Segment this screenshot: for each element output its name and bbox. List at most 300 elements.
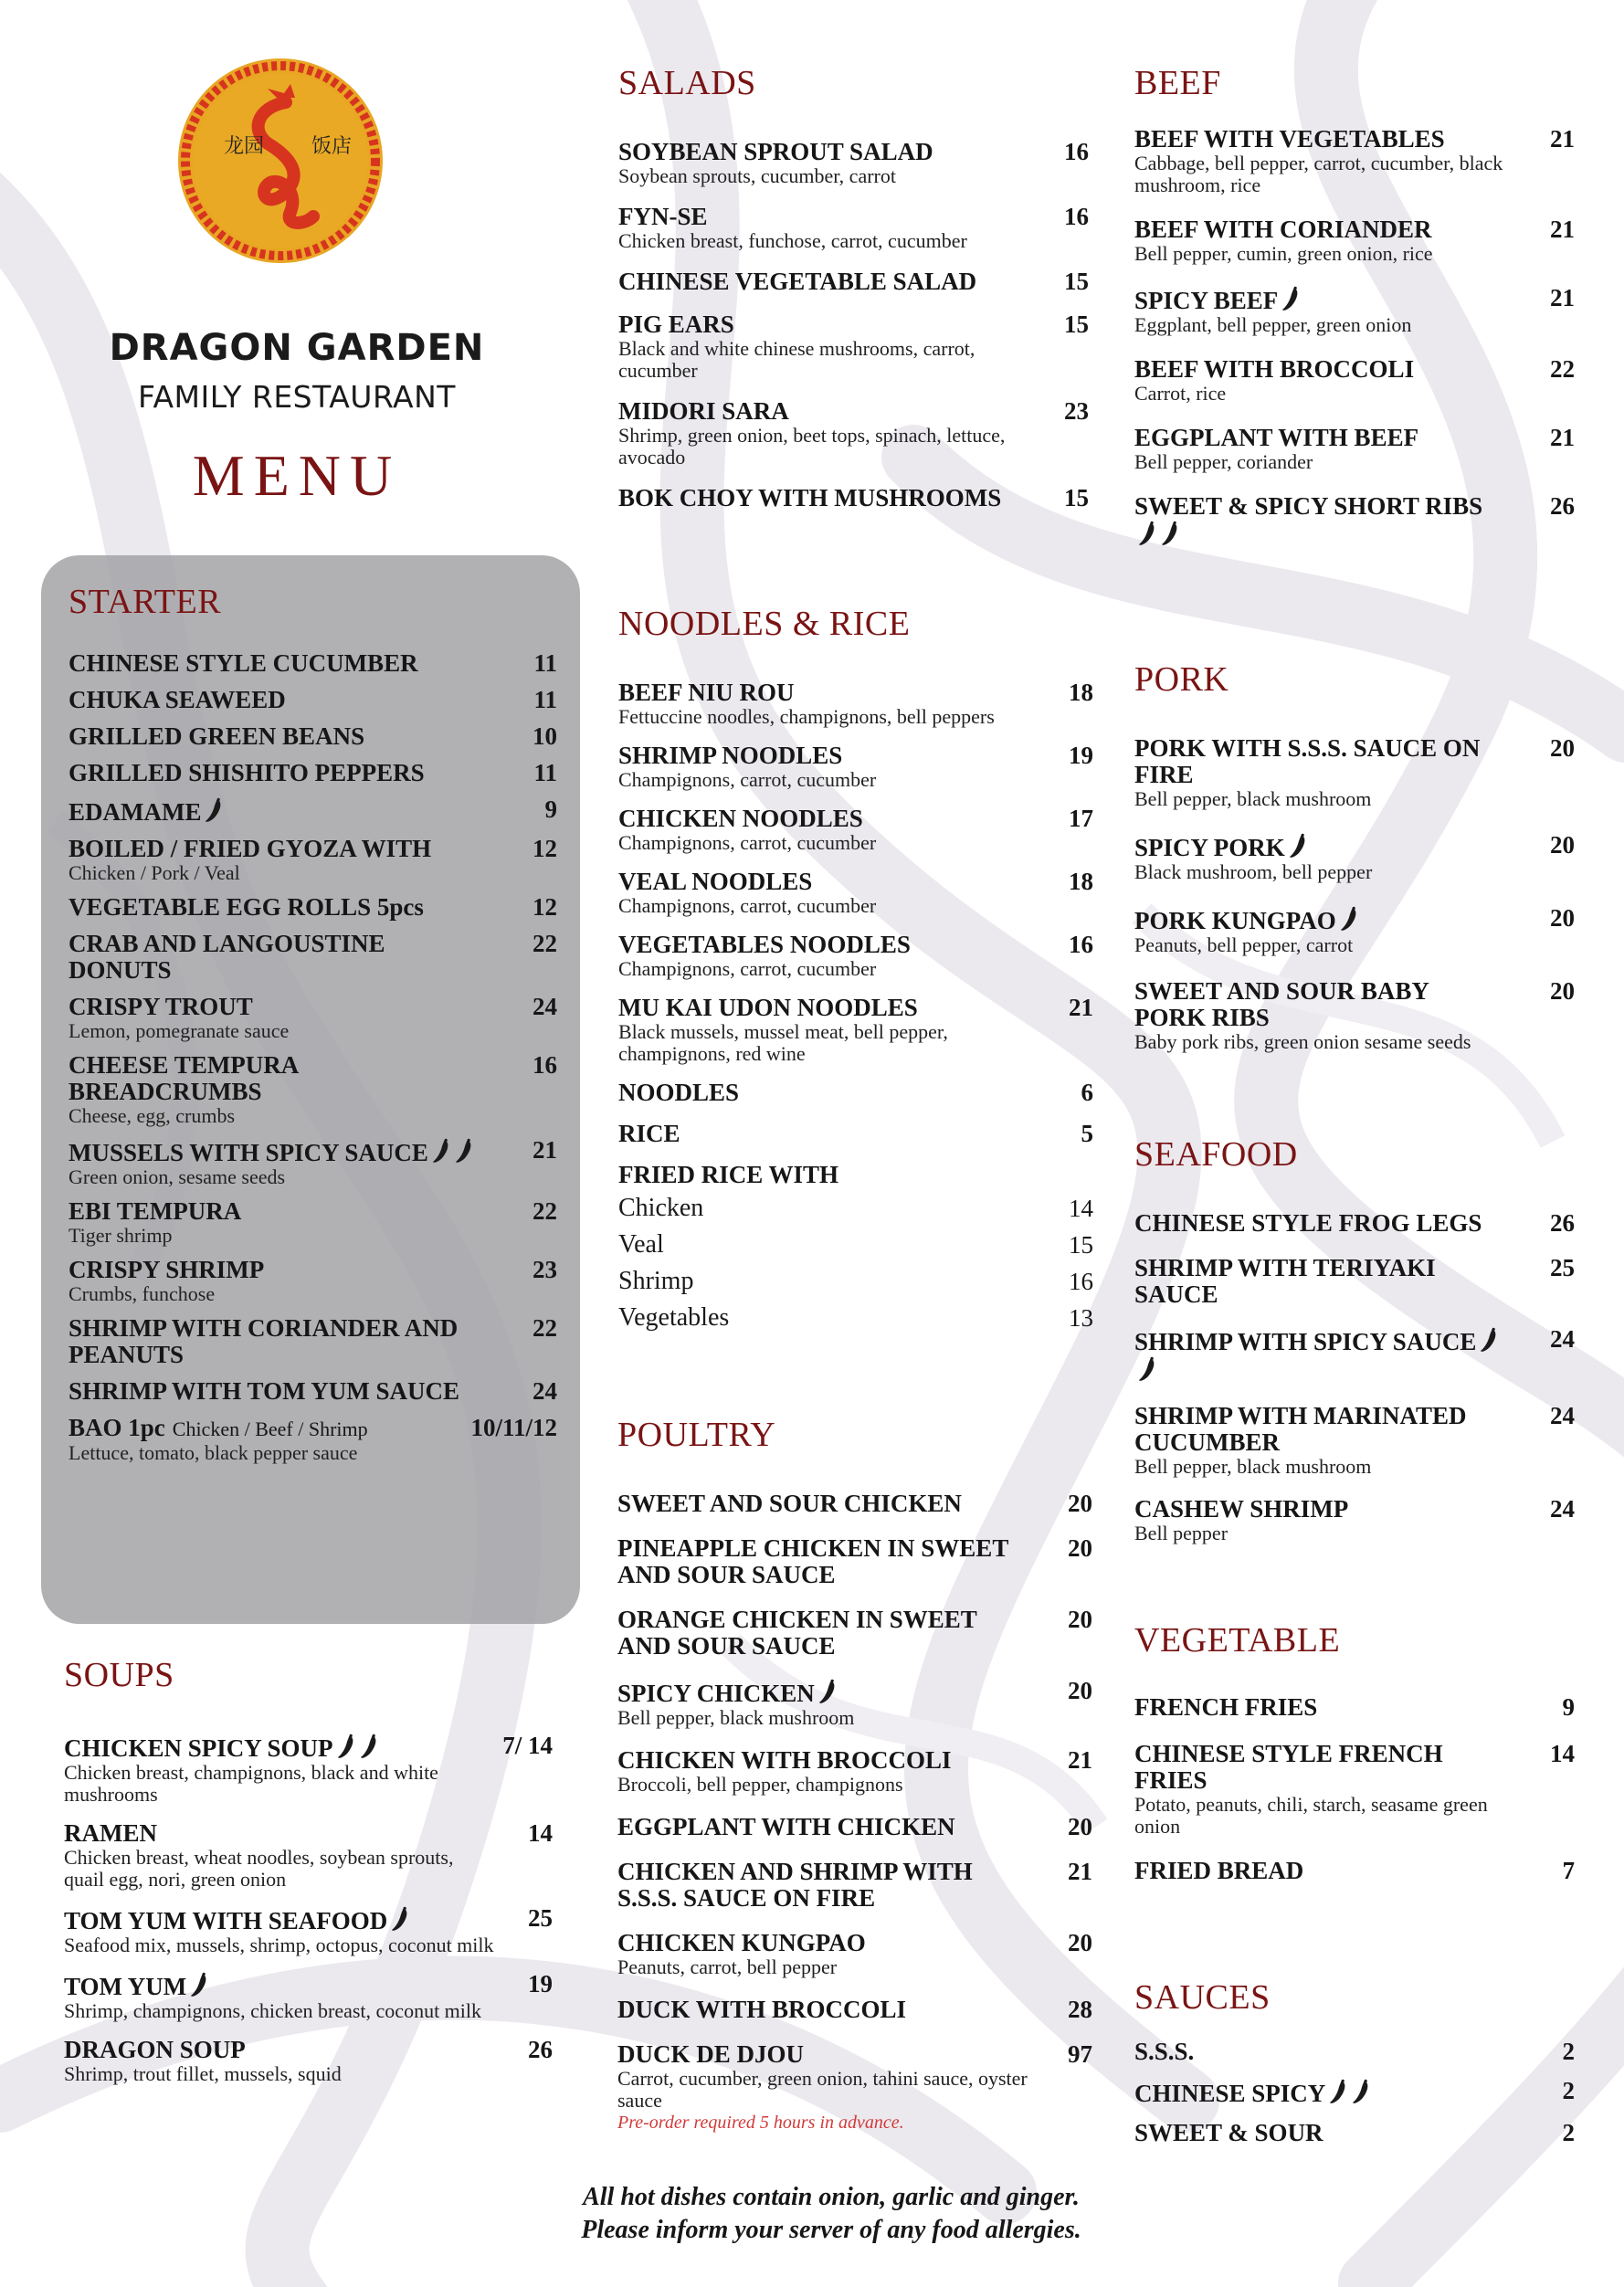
item-price: 24 [1550,1495,1575,1523]
item-description: Champignons, carrot, cucumber [618,894,877,917]
item-price: 21 [1550,284,1575,311]
menu-item [617,1997,1092,2023]
item-price: 22 [1550,355,1575,383]
item-description: Champignons, carrot, cucumber [618,768,877,791]
item-name-text: CRISPY TROUT [69,993,253,1020]
menu-item [69,1415,557,1464]
item-name [64,1905,553,1934]
item-price: 6 [1081,1079,1093,1106]
allergy-notice-line-1: All hot dishes contain onion, garlic and ginger. [583,2183,1080,2211]
item-name-text: PINEAPPLE CHICKEN IN SWEET AND SOUR SAUCE [617,1534,1008,1588]
item-description: Bell pepper, black mushroom [1134,787,1372,810]
item-price: 11 [533,759,557,786]
item-price: 20 [1068,1677,1092,1704]
item-price: 26 [528,2036,553,2063]
item-name [1134,1255,1575,1308]
section-seafood [1134,1137,1575,1563]
item-name [617,1997,1092,2023]
section-title: SAUCES [1134,1978,1271,2017]
section-salads [618,66,1089,528]
section-starter [69,585,557,1474]
item-name-text: NOODLES [618,1079,740,1106]
item-price: 21 [1550,125,1575,153]
item-price: 16 [1069,931,1093,958]
menu-item [618,806,1093,854]
item-name [618,743,1093,769]
item-name-text: RICE [618,1120,680,1147]
menu-item [1134,832,1575,883]
item-name-text: CHINESE STYLE FRENCH FRIES [1134,1740,1443,1794]
menu-item [69,931,557,984]
fried-rice-options [618,1190,1093,1336]
menu-item [69,1257,557,1305]
item-price: 20 [1550,831,1575,859]
item-name [69,994,557,1020]
menu-item [69,723,557,750]
item-price: 15 [1064,484,1089,511]
item-description: Baby pork ribs, green onion sesame seeds [1134,1030,1471,1053]
item-price: 26 [1550,1209,1575,1237]
item-description: Lemon, pomegranate sauce [69,1019,290,1042]
item-price: 24 [533,1377,557,1405]
chili-pepper-icon [336,1733,356,1760]
item-name [617,1814,1092,1840]
section-beef [1134,66,1575,569]
item-name-text: CHICKEN KUNGPAO [617,1929,866,1956]
item-name [69,760,557,786]
menu-item [1134,285,1575,336]
section-title: SOUPS [64,1656,174,1694]
menu-item [618,269,1089,295]
item-name [64,1820,553,1847]
item-name [617,1491,1092,1517]
item-name-text: DRAGON SOUP [64,2036,246,2063]
svg-text:饭店: 饭店 [311,135,353,158]
svg-text:龙园: 龙园 [224,135,265,158]
item-name [69,894,557,921]
item-price: 11 [533,649,557,677]
item-name [1134,356,1575,383]
item-name [69,1198,557,1225]
item-name [69,836,557,862]
item-description: Eggplant, bell pepper, green onion [1134,313,1412,336]
menu-item [618,485,1089,511]
menu-item [618,204,1089,252]
item-price: 20 [1550,977,1575,1005]
menu-item [69,1315,557,1368]
item-name [617,1930,1092,1956]
item-price: 18 [1069,679,1093,706]
option-price: 13 [1069,1304,1093,1332]
item-description: Shrimp, trout fillet, mussels, squid [64,2062,342,2085]
item-name-text: BEEF WITH BROCCOLI [1134,355,1415,383]
item-price: 20 [1068,1929,1092,1956]
item-name [69,687,557,713]
item-name-text: BEEF WITH VEGETABLES [1134,125,1445,153]
item-price: 21 [1068,1858,1092,1885]
item-description: Champignons, carrot, cucumber [618,831,877,854]
item-description: Chicken breast, funchose, carrot, cucumber [618,229,967,252]
menu-item [1134,356,1575,405]
item-name-text: PORK WITH S.S.S. SAUCE ON FIRE [1134,734,1481,788]
chili-pepper-icon [1328,2078,1348,2105]
option-name: Shrimp [618,1267,694,1295]
item-name-text: VEGETABLE EGG ROLLS 5pcs [69,893,424,921]
item-name-text: CRAB AND LANGOUSTINE DONUTS [69,930,385,984]
item-name-text: SOYBEAN SPROUT SALAD [618,138,933,165]
chili-pepper-icon [204,796,224,824]
fried-rice-option [618,1300,1093,1336]
section-title: POULTRY [617,1416,776,1454]
item-price: 7/ 14 [502,1732,553,1759]
item-description: Crumbs, funchose [69,1282,216,1305]
item-price: 12 [533,835,557,862]
item-name [1134,2039,1575,2065]
item-description: Potato, peanuts, chili, starch, seasame green onion [1134,1793,1488,1838]
item-name-text: BOK CHOY WITH MUSHROOMS [618,484,1002,511]
item-name-text: CHUKA SEAWEED [69,686,286,713]
menu-item [1134,493,1575,549]
chili-pepper-icon [1160,520,1180,547]
item-name-text: SPICY BEEF [1134,287,1279,314]
item-name [69,931,557,984]
menu-item [618,1121,1093,1147]
item-description: Black and white chinese mushrooms, carrot, cucumber [618,337,975,382]
chili-pepper-icon [390,1905,410,1933]
item-price: 15 [1064,268,1089,295]
menu-item [617,1678,1092,1729]
menu-item [618,932,1093,980]
item-name [1134,425,1575,451]
item-description: Carrot, rice [1134,382,1227,405]
item-name-text: SHRIMP WITH MARINATED CUCUMBER [1134,1402,1467,1456]
menu-item [64,2037,553,2085]
item-description: Black mussels, mussel meat, bell pepper, champignons, red wine [618,1020,948,1065]
option-name: Veal [618,1230,664,1259]
item-name [1134,1326,1575,1385]
menu-item [1134,126,1575,196]
item-price: 21 [533,1136,557,1164]
item-name [618,1080,1093,1106]
menu-item [1134,2078,1575,2107]
item-description: Lettuce, tomato, black pepper sauce [69,1441,358,1464]
item-description: Champignons, carrot, cucumber [618,957,877,980]
menu-item [64,1820,553,1891]
menu-item [617,1747,1092,1796]
item-name-text: PIG EARS [618,311,734,338]
menu-item [1134,905,1575,956]
item-price: 21 [1550,424,1575,451]
item-name [69,1257,557,1283]
item-options: Chicken / Beef / Shrimp [172,1418,368,1440]
menu-item [69,1052,557,1127]
item-description: Chicken breast, champignons, black and white mushrooms [64,1761,438,1806]
item-name-text: SWEET & SPICY SHORT RIBS [1134,492,1483,520]
item-name [1134,493,1575,549]
item-name [1134,1741,1575,1794]
item-name-text: MIDORI SARA [618,397,789,425]
menu-item [618,869,1093,917]
item-name [618,269,1089,295]
item-name-text: MU KAI UDON NOODLES [618,994,918,1021]
section-pork [1134,662,1575,1075]
item-name [1134,1694,1575,1721]
item-name-text: TOM YUM WITH SEAFOOD [64,1907,388,1934]
item-name [618,311,1089,338]
item-name-text: RAMEN [64,1819,157,1847]
item-name [1134,735,1575,788]
item-price: 11 [533,686,557,713]
chili-pepper-icon [1137,520,1157,547]
item-price: 10 [533,722,557,750]
menu-item [1134,1403,1575,1478]
section-title: VEGETABLE [1134,1621,1341,1660]
item-price: 22 [533,1197,557,1225]
menu-item [618,311,1089,382]
chili-pepper-icon [454,1137,474,1165]
item-description: Peanuts, bell pepper, carrot [1134,933,1354,956]
item-name [618,1121,1093,1147]
menu-item [1134,425,1575,473]
item-name-text: SWEET AND SOUR BABY PORK RIBS [1134,977,1429,1031]
item-name [617,1607,1092,1660]
item-price: 10/11/12 [470,1414,557,1441]
item-price: 24 [1550,1402,1575,1429]
item-name-text: SHRIMP NOODLES [618,742,843,769]
item-price: 20 [1068,1534,1092,1562]
item-name [1134,2120,1575,2146]
item-description: Seafood mix, mussels, shrimp, octopus, coconut milk [64,1934,494,1956]
item-name-text: EBI TEMPURA [69,1197,242,1225]
item-price: 2 [1562,2077,1575,2104]
section-poultry [617,1418,1092,2152]
item-price: 21 [1550,216,1575,243]
item-name [617,2041,1092,2068]
item-name-text: ORANGE CHICKEN IN SWEET AND SOUR SAUCE [617,1606,977,1660]
item-name [1134,1403,1575,1456]
item-price: 20 [1068,1490,1092,1517]
section-sauces [1134,1980,1575,2159]
item-name-text: PORK KUNGPAO [1134,907,1336,934]
section-title: NOODLES & RICE [618,605,911,643]
option-price: 15 [1069,1231,1093,1259]
section-noodles-rice [618,606,1093,1336]
item-name [618,680,1093,706]
menu-item [1134,1858,1575,1884]
item-description: Broccoli, bell pepper, champignons [617,1773,903,1796]
item-name [1134,905,1575,934]
menu-item [1134,1210,1575,1237]
item-price: 25 [1550,1254,1575,1281]
item-description: Soybean sprouts, cucumber, carrot [618,164,896,187]
item-description: Carrot, cucumber, green onion, tahini sauce, oyster sauce [617,2067,1028,2112]
menu-item [617,1491,1092,1517]
chili-pepper-icon [817,1678,838,1705]
item-name [617,1747,1092,1774]
item-name [617,1859,1092,1912]
menu-item [1134,1326,1575,1385]
item-price: 2 [1562,2038,1575,2065]
restaurant-name: DRAGON GARDEN [109,327,485,369]
item-price: 25 [528,1904,553,1932]
item-price: 5 [1081,1120,1093,1147]
item-price: 20 [1550,734,1575,762]
item-description: Bell pepper [1134,1522,1229,1544]
item-description: Bell pepper, cumin, green onion, rice [1134,242,1433,265]
item-description: Peanuts, carrot, bell pepper [617,1955,838,1978]
fried-rice-option [618,1263,1093,1300]
menu-item [69,1378,557,1405]
menu-item [1134,1255,1575,1308]
item-name [618,995,1093,1021]
item-name-text: BOILED / FRIED GYOZA WITH [69,835,432,862]
item-description: Tiger shrimp [69,1224,173,1247]
item-name [69,796,557,826]
item-name-text: EGGPLANT WITH BEEF [1134,424,1419,451]
item-name [69,1315,557,1368]
item-name-text: SHRIMP WITH TERIYAKI SAUCE [1134,1254,1436,1308]
item-name [69,1137,557,1166]
item-name-text: SWEET & SOUR [1134,2119,1323,2146]
chili-pepper-icon [1281,285,1301,312]
item-price: 21 [1069,994,1093,1021]
menu-item [617,1859,1092,1912]
item-price: 20 [1550,904,1575,932]
chili-pepper-icon [431,1137,451,1165]
item-name-text: TOM YUM [64,1973,187,2000]
item-name [617,1678,1092,1707]
item-price: 26 [1550,492,1575,520]
menu-item [69,796,557,826]
item-name [618,398,1089,425]
item-name [69,650,557,677]
item-name [618,1162,1093,1188]
item-name [69,1378,557,1405]
menu-item [618,743,1093,791]
item-name [64,1733,553,1762]
menu-item [1134,1496,1575,1544]
section-title: PORK [1134,660,1229,699]
item-price: 20 [1068,1606,1092,1633]
item-name [1134,2078,1575,2107]
menu-item [1134,2120,1575,2146]
item-name-text: FRENCH FRIES [1134,1693,1318,1721]
menu-title: MENU [192,443,402,508]
item-price: 23 [1064,397,1089,425]
item-name-text: CHICKEN WITH BROCCOLI [617,1746,952,1774]
menu-item [1134,2039,1575,2065]
item-name-text: VEAL NOODLES [618,868,813,895]
item-name [64,1971,553,2000]
allergy-notice [511,2181,1151,2247]
item-description: Bell pepper, coriander [1134,450,1313,473]
menu-item [64,1733,553,1806]
section-title: SALADS [618,64,756,102]
item-name [618,204,1089,230]
menu-item [618,139,1089,187]
item-name [1134,978,1575,1031]
chili-pepper-icon [1479,1326,1499,1354]
item-name-text: CHINESE STYLE FROG LEGS [1134,1209,1482,1237]
menu-item [69,1137,557,1188]
preorder-note: Pre-order required 5 hours in advance. [617,2113,904,2133]
menu-item [69,894,557,921]
item-name-text: SPICY CHICKEN [617,1680,815,1707]
option-name: Vegetables [618,1303,730,1332]
item-name-text: MUSSELS WITH SPICY SAUCE [69,1139,428,1166]
fried-rice-option [618,1227,1093,1263]
item-name-text: CHINESE VEGETABLE SALAD [618,268,977,295]
item-name [1134,126,1575,153]
item-name [618,869,1093,895]
item-price: 19 [1069,742,1093,769]
section-title: SEAFOOD [1134,1135,1298,1174]
item-name-text: DUCK WITH BROCCOLI [617,1996,907,2023]
item-name [1134,216,1575,243]
item-price: 16 [1064,138,1089,165]
item-price: 7 [1562,1857,1575,1884]
item-name-text: SPICY PORK [1134,834,1285,861]
item-price: 28 [1068,1996,1092,2023]
allergy-notice-line-2: Please inform your server of any food allergies. [581,2216,1081,2244]
item-name [69,1052,557,1105]
item-price: 24 [1550,1325,1575,1353]
item-price: 19 [528,1970,553,1997]
item-name-text: EDAMAME [69,798,202,826]
menu-item [69,687,557,713]
item-price: 9 [1562,1693,1575,1721]
chili-pepper-icon [1137,1355,1157,1383]
item-name-text: BAO 1pc [69,1414,165,1441]
item-name [1134,285,1575,314]
item-name [1134,1496,1575,1523]
dragon-logo-icon [176,57,385,265]
item-name-text: EGGPLANT WITH CHICKEN [617,1813,955,1840]
section-title: BEEF [1134,64,1221,102]
item-price: 17 [1069,805,1093,832]
item-name-text: FRIED BREAD [1134,1857,1304,1884]
item-price: 12 [533,893,557,921]
item-name [618,139,1089,165]
item-description: Green onion, sesame seeds [69,1165,286,1188]
item-name-text: CHINESE STYLE CUCUMBER [69,649,418,677]
menu-item [618,1080,1093,1106]
item-price: 97 [1068,2040,1092,2068]
item-name [618,806,1093,832]
fried-rice-option [618,1190,1093,1227]
item-price: 21 [1068,1746,1092,1774]
chili-pepper-icon [189,1971,209,1998]
item-name-text: CHICKEN AND SHRIMP WITH S.S.S. SAUCE ON FIRE [617,1858,973,1912]
menu-item [1134,1741,1575,1838]
item-name-text: CHINESE SPICY [1134,2080,1326,2107]
menu-item [1134,978,1575,1053]
menu-item [618,398,1089,469]
item-price: 16 [533,1051,557,1079]
item-price: 16 [1064,203,1089,230]
item-price: 9 [544,796,557,823]
menu-item [64,1971,553,2022]
item-name-text: CHICKEN NOODLES [618,805,863,832]
item-price: 2 [1562,2119,1575,2146]
item-description: Shrimp, champignons, chicken breast, coconut milk [64,1999,482,2022]
item-description: Cheese, egg, crumbs [69,1104,236,1127]
chili-pepper-icon [1339,905,1359,933]
item-name [1134,832,1575,861]
item-name-text: CRISPY SHRIMP [69,1256,265,1283]
item-name [1134,1858,1575,1884]
option-name: Chicken [618,1194,704,1222]
